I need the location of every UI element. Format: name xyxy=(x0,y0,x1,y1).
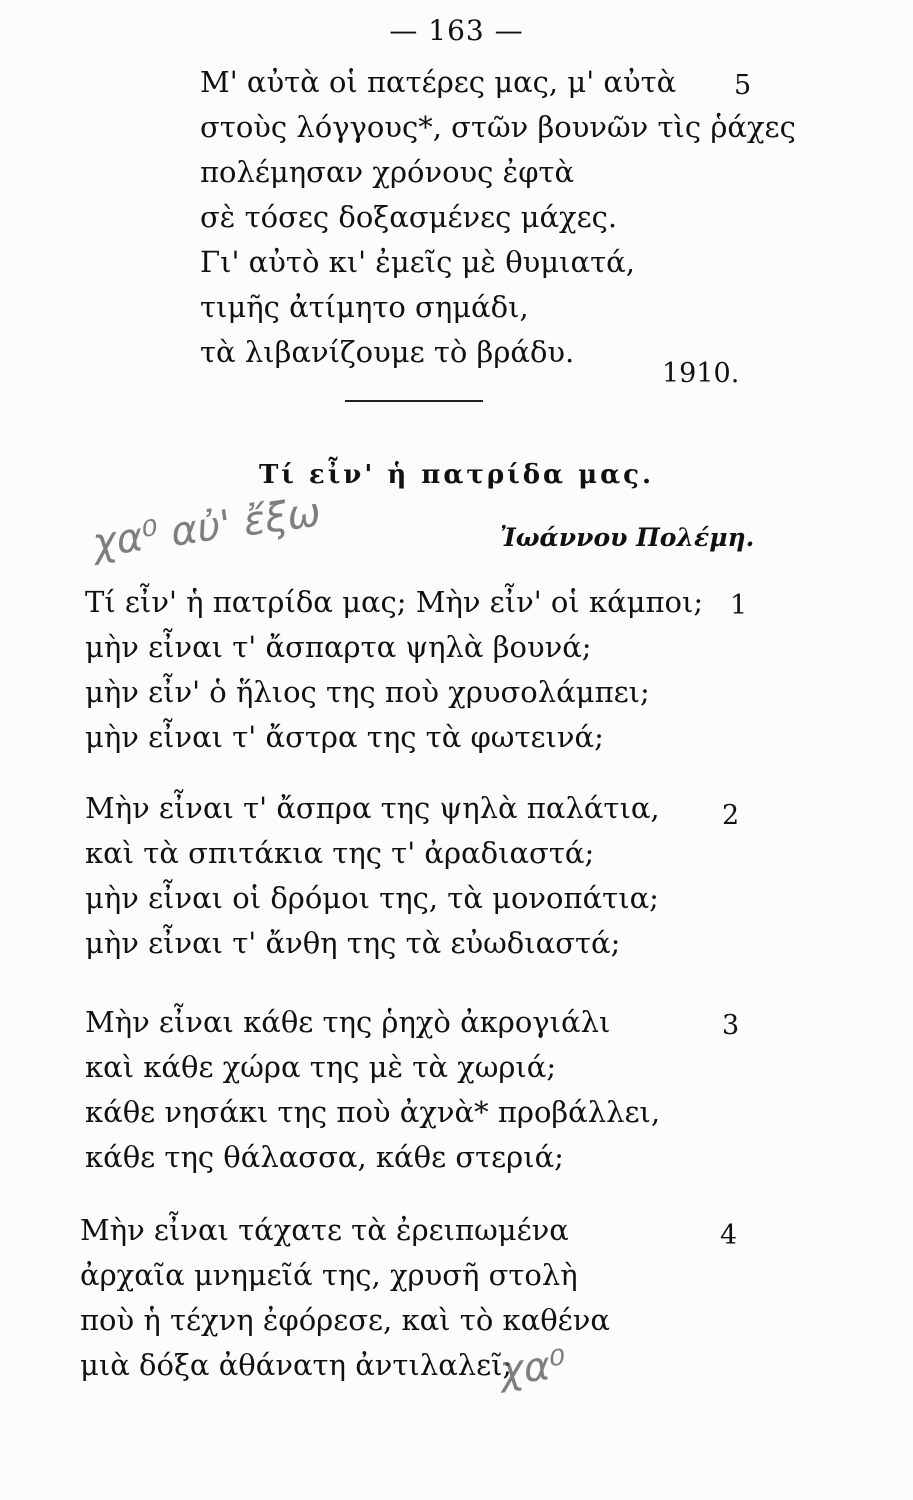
poem-author: Ἰωάννου Πολέμη. xyxy=(500,523,755,552)
verse-line: Τί εἶν' ἡ πατρίδα μας; Μὴν εἶν' οἱ κάμποι; xyxy=(85,585,704,619)
stanza-2 xyxy=(85,786,660,966)
verse-line: μιὰ δόξα ἀθάνατη ἀντιλαλεῖ; xyxy=(80,1348,513,1382)
verse-line: καὶ κάθε χώρα της μὲ τὰ χωριά; xyxy=(85,1050,557,1084)
verse-line: μὴν εἶναι τ' ἄσπαρτα ψηλὰ βουνά; xyxy=(85,630,592,664)
verse-line: Μὴν εἶναι τάχατε τὰ ἐρειπωμένα xyxy=(80,1213,569,1247)
page-number: — 163 — xyxy=(389,14,524,47)
verse-line: μὴν εἶναι τ' ἄνθη της τὰ εὐωδιαστά; xyxy=(85,926,621,960)
verse-line: Μὴν εἶναι τ' ἄσπρα της ψηλὰ παλάτια, xyxy=(85,791,660,825)
verse-line: Γι' αὐτὸ κι' ἐμεῖς μὲ θυμιατά, xyxy=(200,245,635,279)
stanza-number: 2 xyxy=(722,800,740,831)
verse-line: σὲ τόσες δοξασμένες μάχες. xyxy=(200,200,618,234)
verse-line: τὰ λιβανίζουμε τὸ βράδυ. xyxy=(200,335,575,369)
verse-line: ἀρχαῖα μνημεῖά της, χρυσῆ στολὴ xyxy=(80,1258,578,1292)
poem-date: 1910. xyxy=(662,358,740,389)
previous-poem-stanza xyxy=(200,60,796,375)
verse-line: Μὴν εἶναι κάθε της ῥηχὸ ἀκρογιάλι xyxy=(85,1005,611,1039)
verse-line: μὴν εἶν' ὁ ἥλιος της ποὺ χρυσολάμπει; xyxy=(85,675,650,709)
stanza-number: 4 xyxy=(720,1220,738,1251)
stanza-number: 1 xyxy=(730,590,748,621)
verse-line: κάθε νησάκι της ποὺ ἀχνὰ* προβάλλει, xyxy=(85,1095,661,1129)
verse-line: καὶ τὰ σπιτάκια της τ' ἀραδιαστά; xyxy=(85,836,595,870)
poem-title: Τί εἶν' ἡ πατρίδα μας. xyxy=(258,460,655,490)
verse-line: μὴν εἶναι τ' ἄστρα της τὰ φωτεινά; xyxy=(85,720,604,754)
verse-line: ποὺ ἡ τέχνη ἐφόρεσε, καὶ τὸ καθένα xyxy=(80,1303,610,1337)
verse-line: κάθε της θάλασσα, κάθε στεριά; xyxy=(85,1140,564,1174)
stanza-1 xyxy=(85,580,703,760)
stanza-number: 3 xyxy=(722,1010,740,1041)
stanza-number: 5 xyxy=(734,70,752,101)
section-divider xyxy=(345,400,483,402)
verse-line: τιμῆς ἀτίμητο σημάδι, xyxy=(200,290,529,324)
verse-line: πολέμησαν χρόνους ἐφτὰ xyxy=(200,155,575,189)
handwritten-note-top: χα⁰ αὐ' ἔξω xyxy=(89,489,324,567)
verse-line: μὴν εἶναι οἱ δρόμοι της, τὰ μονοπάτια; xyxy=(85,881,659,915)
stanza-3 xyxy=(85,1000,660,1180)
verse-line: Μ' αὐτὰ οἱ πατέρες μας, μ' αὐτὰ xyxy=(200,65,677,99)
verse-line: στοὺς λόγγους*, στῶν βουνῶν τὶς ῥάχες xyxy=(200,110,796,144)
handwritten-note-bottom: χα⁰ xyxy=(497,1341,569,1395)
